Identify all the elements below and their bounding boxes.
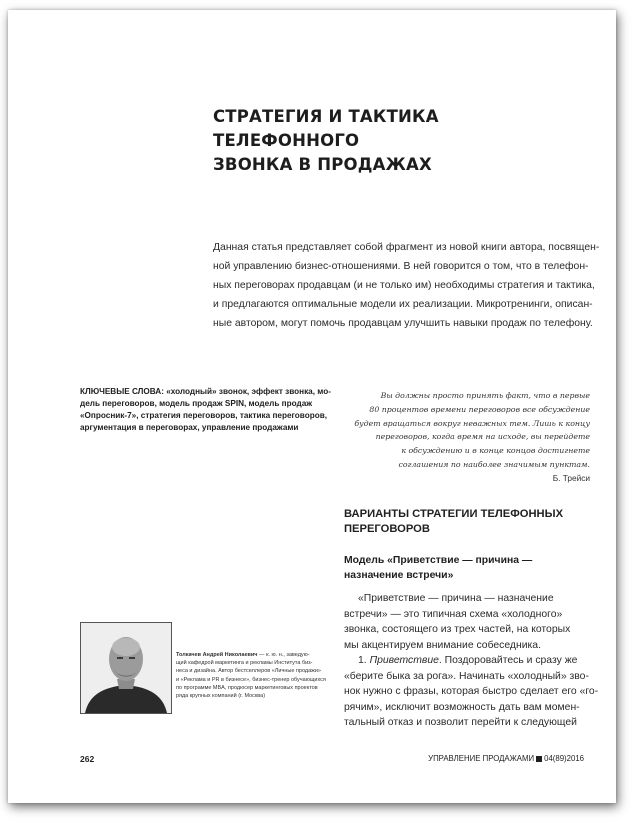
title-line: СТРАТЕГИЯ И ТАКТИКА ТЕЛЕФОННОГО — [213, 107, 439, 150]
abstract-line: Данная статья представляет собой фрагмент из новой книги автора, посвящен- — [213, 242, 600, 253]
article-title — [213, 105, 573, 177]
section-heading-line: ПЕРЕГОВОРОВ — [344, 523, 430, 535]
section-heading — [344, 507, 589, 537]
quote-line: переговоров, когда время на исходе, вы перейдете — [375, 432, 590, 442]
author-bio-line: неса и дизайна. Автор бестселлеров «Личные продажи» — [176, 668, 321, 675]
list-number: 1. — [358, 655, 367, 666]
quote-line: Вы должны просто принять факт, что в первые — [380, 391, 590, 400]
quote-line: будет вращаться вокруг неважных тем. Лишь к концу — [354, 418, 590, 428]
keywords-block — [80, 386, 331, 434]
list-term: Приветствие — [369, 655, 439, 666]
body-line: рячим», исключит возможность дать вам момен- — [344, 701, 580, 713]
issue-number: 04(89)2016 — [544, 754, 584, 763]
author-bio-line: ряда крупных компаний (г. Москва) — [176, 693, 266, 700]
body-text — [344, 591, 599, 731]
author-bio-line: и «Реклама и PR в бизнесе», бизнес-тренер обучающихся — [176, 676, 326, 683]
magazine-page — [8, 10, 616, 803]
quote-author: Б. Трейси — [552, 472, 590, 483]
abstract-line: ных переговорах продавцам (и не только им) необходимы стратегия и тактика, — [213, 280, 595, 291]
list-text: . Поздоровайтесь и сразу же — [438, 655, 578, 666]
section-heading-line: ВАРИАНТЫ СТРАТЕГИИ ТЕЛЕФОННЫХ — [344, 508, 564, 520]
model-heading-line: Модель «Приветствие — причина — — [344, 555, 533, 566]
keywords-line: дель переговоров, модель продаж SPIN, модель продаж — [80, 399, 313, 408]
keywords-line: КЛЮЧЕВЫЕ СЛОВА: «холодный» звонок, эффект звонка, мо- — [80, 387, 331, 396]
body-line: нок нужно с фразы, которая быстро сделает его «го- — [344, 686, 599, 697]
keywords-line: аргументация в переговорах, управление продажами — [80, 423, 299, 432]
keywords-line: «Опросник-7», стратегия переговоров, тактика переговоров, — [80, 411, 328, 420]
body-list-item — [344, 653, 592, 669]
abstract-line: и предлагаются оптимальные модели их реализации. Микротренинги, описан- — [213, 299, 593, 310]
abstract-line: ной управлению бизнес-отношениями. В ней говорится о том, что в телефон- — [213, 261, 589, 272]
body-line: тальный отказ и позволит перейти к следующей — [344, 717, 577, 728]
body-line: мы акцентируем внимание собеседника. — [344, 639, 541, 651]
author-bio-line: щий кафедрой маркетинга и рекламы Института биз- — [176, 660, 313, 667]
article-abstract — [213, 238, 600, 333]
author-bio — [176, 651, 336, 700]
model-heading-line: назначение встречи» — [344, 570, 454, 581]
body-line: встречи» — это типичная схема «холодного» — [344, 608, 563, 620]
running-footer — [428, 754, 584, 763]
body-line: звонка, состоящего из трех частей, на которых — [344, 624, 571, 635]
author-bio-line: по программе MBA, продюсер маркетинговых проектов — [176, 684, 318, 691]
quote-line: соглашения по наиболее значимым пунктам. — [398, 459, 590, 469]
author-bio-first: — к. ю. н., заведую- — [257, 652, 310, 658]
body-line: «берите быка за рога». Начинать «холодный» зво- — [344, 670, 589, 682]
epigraph-quote — [338, 389, 590, 486]
author-bio-line — [176, 651, 336, 659]
body-line: «Приветствие — причина — назначение — [358, 593, 554, 604]
page-number: 262 — [80, 754, 95, 764]
quote-line: к обсуждению и в конце концов достигнете — [401, 446, 590, 456]
author-photo-illustration — [81, 623, 171, 713]
magazine-name: УПРАВЛЕНИЕ ПРОДАЖАМИ — [428, 754, 535, 763]
model-heading — [344, 553, 589, 583]
square-separator-icon — [536, 756, 542, 762]
title-line: ЗВОНКА В ПРОДАЖАХ — [213, 155, 432, 174]
author-name: Толкачев Андрей Николаевич — [176, 652, 258, 658]
quote-line: 80 процентов времени переговоров все обсуждение — [369, 404, 590, 414]
author-photo — [80, 622, 172, 714]
abstract-line: ные автором, могут помочь продавцам улучшить навыки продаж по телефону. — [213, 318, 593, 329]
